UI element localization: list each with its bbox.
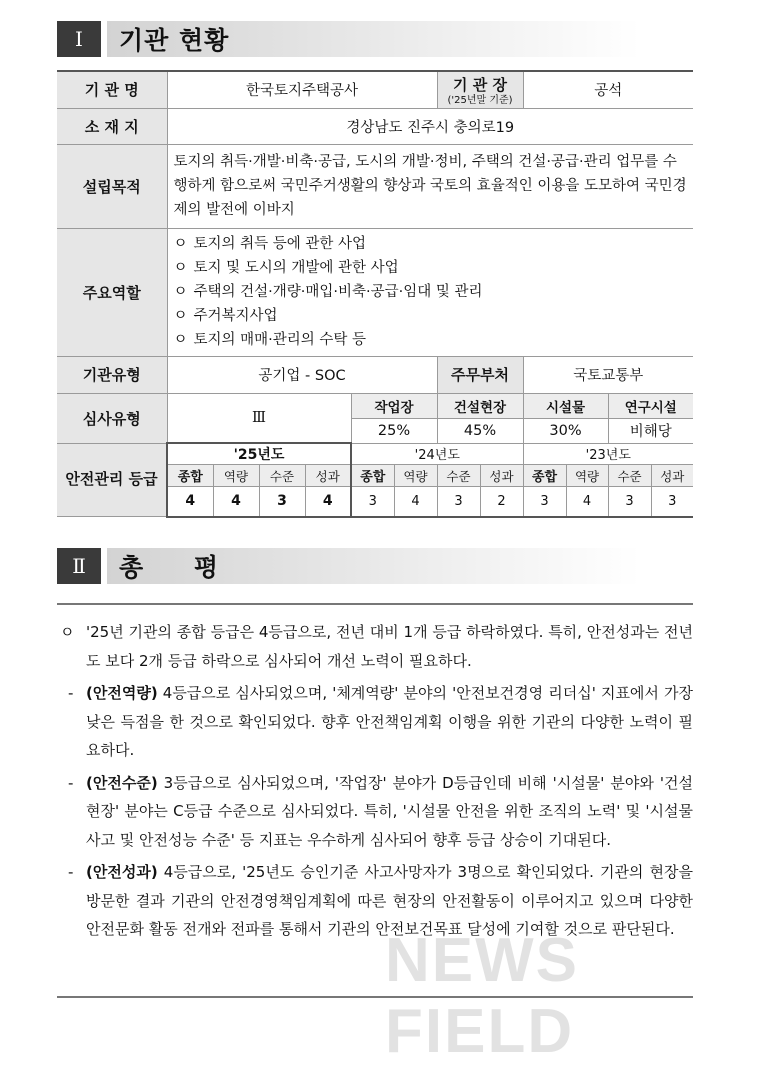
grade-col-result-2025: 성과 [305,465,351,487]
review-val-facility: 30% [523,418,608,443]
summary-paragraph-level [60,769,693,855]
paragraph-body: 3등급으로 심사되었으며, '작업장' 분야가 D등급인데 비해 '시설물' 분야와 '건설현장' 분야는 C등급 수준으로 심사되었다. 특히, '시설물 안전을 위한 조직의 노력' 및 '시설물 사고 및 안전성능 수준' 등 지표는 우수하게 심사되어 향후 등급 상승이 기대된다. [86,773,693,849]
grade-level-2024: 3 [437,487,480,517]
role-item [174,304,688,328]
section-2-separator [101,548,107,584]
review-col-research: 연구시설 [608,393,693,418]
row-address [57,108,693,144]
role-text: 토지의 취득 등에 관한 사업 [193,236,367,252]
review-val-research: 비해당 [608,418,693,443]
paragraph-text [86,769,693,855]
head-value: 공석 [523,71,693,108]
review-col-construction: 건설현장 [437,393,523,418]
grade-col-total-2024: 종합 [351,465,394,487]
role-bullet: ㅇ [173,332,188,348]
head-note: ('25년말 기준) [447,94,513,106]
paragraph-heading: (안전수준) [86,773,158,792]
review-col-workplace: 작업장 [351,393,437,418]
roles-label: 주요역할 [57,228,167,356]
paragraph-bullet: ㅇ [60,623,75,641]
role-bullet: ㅇ [173,284,188,300]
review-value: Ⅲ [167,393,351,443]
year-2024: '24년도 [351,443,523,465]
grade-level-2023: 3 [608,487,651,517]
review-val-construction: 45% [437,418,523,443]
paragraph-dash: - [68,684,74,702]
paragraph-dash: - [68,863,74,881]
section-2-header [57,548,640,584]
grade-result-2023: 3 [651,487,693,517]
summary-body [60,618,693,944]
review-col-facility: 시설물 [523,393,608,418]
name-value: 한국토지주택공사 [167,71,437,108]
grade-col-result-2024: 성과 [480,465,523,487]
grade-col-level-2024: 수준 [437,465,480,487]
grade-result-2024: 2 [480,487,523,517]
section-2-number: Ⅱ [57,548,101,584]
review-label: 심사유형 [57,393,167,443]
grade-col-capacity-2024: 역량 [394,465,437,487]
grade-col-capacity-2025: 역량 [213,465,259,487]
head-label-cell [437,71,523,108]
role-bullet: ㅇ [173,308,188,324]
watermark: NEWS FIELD [385,926,579,1066]
role-item [174,280,688,304]
paragraph-text [86,679,693,765]
role-bullet: ㅇ [173,260,188,276]
row-name [57,71,693,108]
row-safety-years [57,443,693,465]
head-label: 기 관 장 [453,75,507,94]
grade-result-2025: 4 [305,487,351,517]
paragraph-body: 4등급으로, '25년도 승인기준 사고사망자가 3명으로 확인되었다. 기관의 현장을 방문한 결과 기관의 안전경영책임계획에 따른 현장의 안전활동이 이루어지고 있으며 다양한 안전문화 활동 전개와 전파를 통해서 기관의 안전보건목표 달성에 기여할 것으로 판단된다. [86,863,693,938]
grade-col-total-2023: 종합 [523,465,566,487]
summary-paragraph-capacity [60,679,693,765]
purpose-label: 설립목적 [57,144,167,228]
safety-label: 안전관리 등급 [57,443,167,517]
grade-col-level-2025: 수준 [259,465,305,487]
grade-capacity-2025: 4 [213,487,259,517]
summary-paragraph-overall [60,618,693,675]
grade-col-capacity-2023: 역량 [566,465,608,487]
name-label: 기 관 명 [57,71,167,108]
address-label: 소 재 지 [57,108,167,144]
paragraph-heading: (안전성과) [86,863,158,881]
role-text: 토지의 매매·관리의 수탁 등 [193,332,367,348]
paragraph-dash: - [68,773,74,792]
review-val-workplace: 25% [351,418,437,443]
section-1-title: 기관 현황 [119,26,230,55]
role-text: 주거복지사업 [193,308,278,324]
institution-info-table [57,70,693,518]
section-2-title: 총 평 [119,553,220,582]
section-1-separator [101,21,107,57]
role-item [174,256,688,280]
year-2023: '23년도 [523,443,693,465]
address-value: 경상남도 진주시 충의로19 [167,108,693,144]
grade-capacity-2023: 4 [566,487,608,517]
role-bullet: ㅇ [173,236,188,252]
year-2025: '25년도 [167,443,351,465]
paragraph-body: 4등급으로 심사되었으며, '체계역량' 분야의 '안전보건경영 리더십' 지표에서 가장 낮은 득점을 한 것으로 확인되었다. 향후 안전책임계획 이행을 위한 기관의 다양한 노력이 필요하다. [86,684,693,759]
paragraph-text: '25년 기관의 종합 등급은 4등급으로, 전년 대비 1개 등급 하락하였다. 특히, 안전성과는 전년도 보다 2개 등급 하락으로 심사되어 개선 노력이 필요하다. [86,623,693,670]
ministry-label: 주무부처 [437,356,523,393]
grade-col-level-2023: 수준 [608,465,651,487]
grade-total-2023: 3 [523,487,566,517]
row-roles [57,228,693,356]
section-1-number: Ⅰ [57,21,101,57]
grade-level-2025: 3 [259,487,305,517]
role-item [174,232,688,256]
grade-col-result-2023: 성과 [651,465,693,487]
summary-top-rule [57,603,693,605]
role-text: 주택의 건설·개량·매입·비축·공급·임대 및 관리 [193,284,483,300]
row-type [57,356,693,393]
type-label: 기관유형 [57,356,167,393]
roles-list [167,228,693,356]
row-purpose [57,144,693,228]
grade-total-2024: 3 [351,487,394,517]
type-value: 공기업 - SOC [167,356,437,393]
grade-capacity-2024: 4 [394,487,437,517]
section-1-header [57,21,640,57]
grade-total-2025: 4 [167,487,213,517]
row-review-head [57,393,693,418]
purpose-value: 토지의 취득·개발·비축·공급, 도시의 개발·정비, 주택의 건설·공급·관리 업무를 수행하게 함으로써 국민주거생활의 향상과 국토의 효율적인 이용을 도모하여 국민경제의 발전에 이바지 [167,144,693,228]
role-text: 토지 및 도시의 개발에 관한 사업 [193,260,399,276]
grade-col-total-2025: 종합 [167,465,213,487]
ministry-value: 국토교통부 [523,356,693,393]
role-item [174,328,688,352]
paragraph-heading: (안전역량) [86,684,158,702]
